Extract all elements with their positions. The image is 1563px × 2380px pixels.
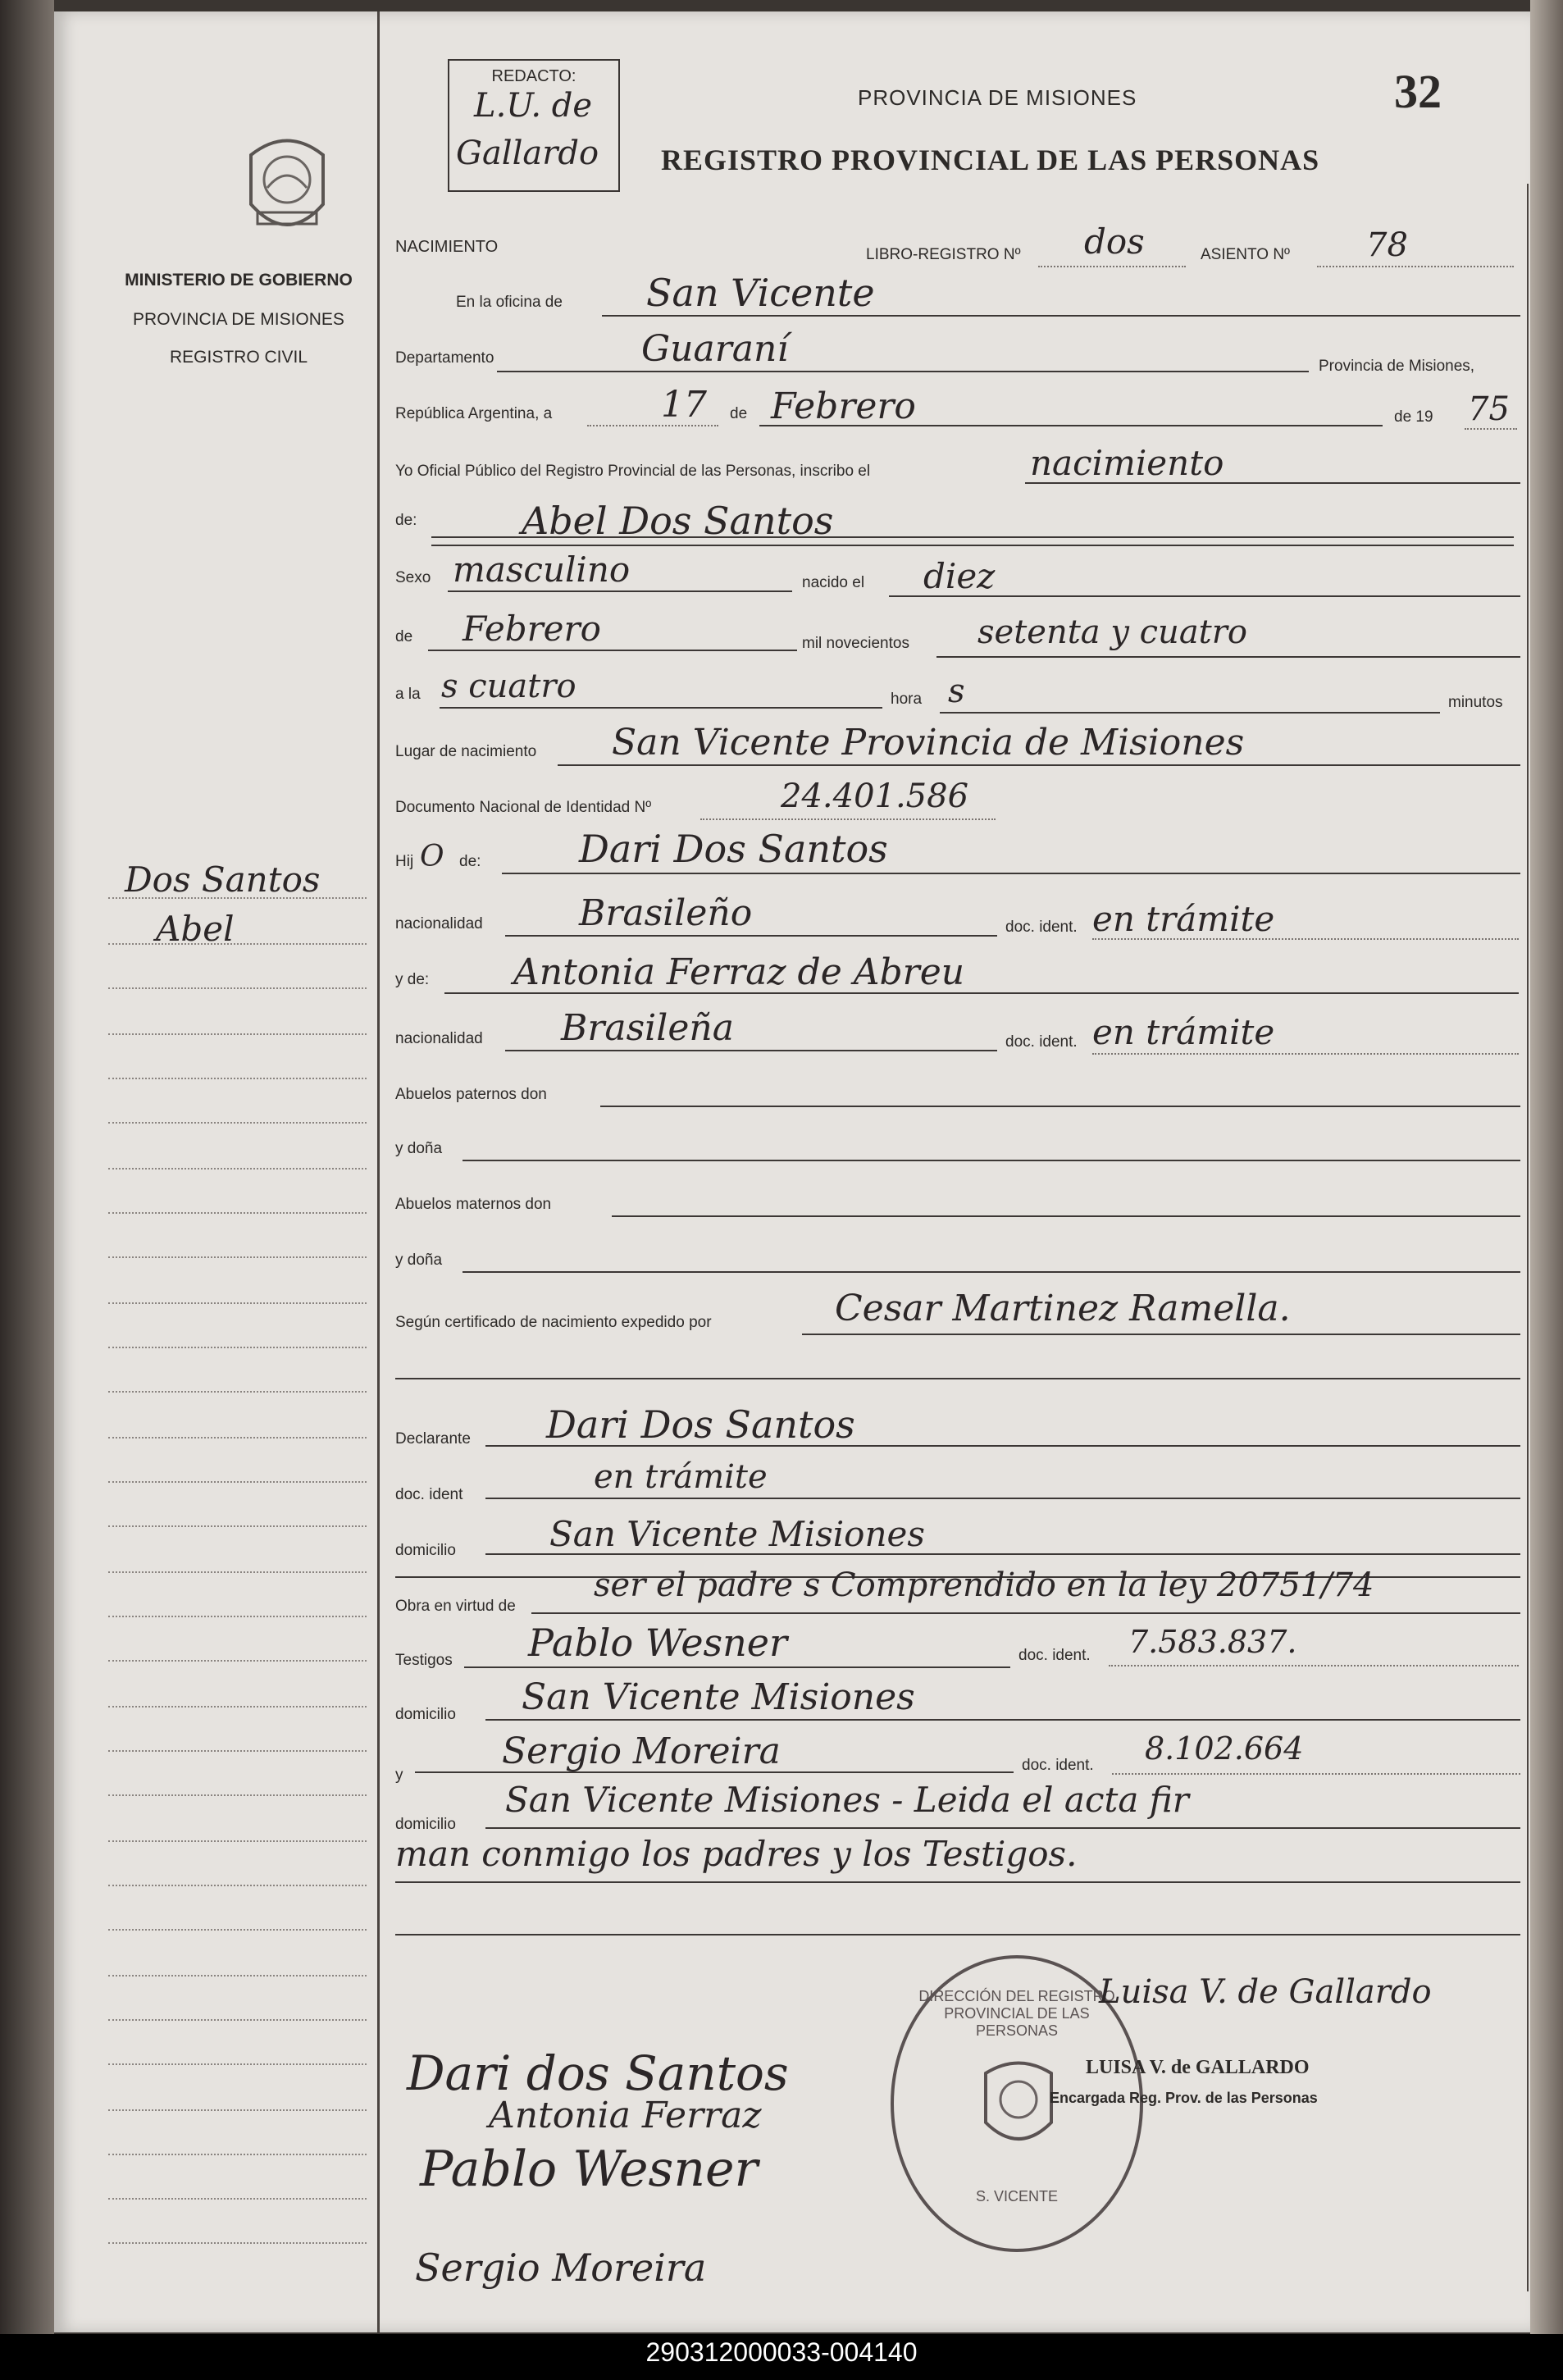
obra-label: Obra en virtud de	[395, 1598, 516, 1615]
header-province: PROVINCIA DE MISIONES	[858, 85, 1137, 110]
dni-value: 24.401.586	[781, 777, 969, 815]
docident-label: doc. ident	[395, 1486, 463, 1503]
oficial-value: nacimiento	[1030, 443, 1224, 483]
testigo2-value: Sergio Moreira	[502, 1730, 781, 1772]
declarante-label: Declarante	[395, 1430, 471, 1448]
republica-label: República Argentina, a	[395, 405, 553, 422]
abuelos-mat-label: Abuelos maternos don	[395, 1196, 552, 1213]
libro-value: dos	[1084, 221, 1145, 262]
anio-value: 75	[1468, 390, 1510, 428]
document-page	[54, 11, 1530, 2332]
right-rule	[1527, 184, 1529, 2291]
stamp-text: DIRECCIÓN DEL REGISTRO PROVINCIAL DE LAS PERSONAS	[918, 1988, 1115, 2039]
nombre-value: Abel Dos Santos	[522, 499, 834, 543]
nacido-label: nacido el	[802, 574, 865, 591]
nac2-value: Brasileña	[561, 1007, 734, 1049]
sexo-label: Sexo	[395, 569, 431, 586]
official-name: LUISA V. de GALLARDO	[1086, 2057, 1310, 2078]
signature-pablo: Pablo Wesner	[420, 2141, 759, 2198]
nac1-label: nacionalidad	[395, 915, 483, 932]
oficina-value: San Vicente	[646, 271, 875, 315]
domicilio3-label: domicilio	[395, 1816, 456, 1833]
province-label: PROVINCIA DE MISIONES	[133, 310, 344, 329]
departamento-value: Guaraní	[641, 328, 789, 370]
testigo1-value: Pablo Wesner	[528, 1621, 787, 1665]
segun-label: Según certificado de nacimiento expedido por	[395, 1314, 712, 1331]
anio2-value: setenta y cuatro	[977, 613, 1247, 651]
book-right-edge	[1530, 0, 1563, 2380]
book-left-edge	[0, 0, 54, 2380]
madre-value: Antonia Ferraz de Abreu	[513, 951, 965, 993]
segun-value: Cesar Martinez Ramella.	[835, 1288, 1291, 1329]
docid2-label: doc. ident.	[1005, 1033, 1078, 1051]
page-number: 32	[1394, 65, 1442, 118]
de-prefix: de:	[395, 512, 417, 529]
hora-label: hora	[891, 691, 923, 708]
nac1-value: Brasileño	[579, 892, 753, 934]
nacido-value: diez	[923, 556, 996, 596]
testigos-label: Testigos	[395, 1652, 453, 1669]
minutos-label: minutos	[1448, 694, 1503, 711]
hijo-o: O	[420, 840, 444, 873]
anio-prefix: de 19	[1394, 408, 1433, 426]
image-id: 290312000033-004140	[645, 2337, 918, 2367]
dni-label: Documento Nacional de Identidad Nº	[395, 799, 652, 816]
oficina-label: En la oficina de	[456, 294, 563, 311]
docident2-label: doc. ident.	[1018, 1647, 1091, 1664]
domicilio2-value: San Vicente Misiones	[522, 1676, 915, 1718]
header-registry: REGISTRO PROVINCIAL DE LAS PERSONAS	[661, 144, 1320, 176]
declarante-value: Dari Dos Santos	[546, 1402, 855, 1447]
stamp-city: S. VICENTE	[975, 2188, 1059, 2204]
de2-label: de	[395, 628, 413, 645]
mes-value: Febrero	[771, 385, 916, 427]
redacto-label: REDACTO:	[491, 67, 576, 85]
provincia-suffix: Provincia de Misiones,	[1319, 358, 1475, 375]
padre-value: Dari Dos Santos	[579, 827, 888, 871]
docident-value: en trámite	[594, 1458, 768, 1496]
dia-value: 17	[661, 384, 707, 426]
docident3-label: doc. ident.	[1022, 1757, 1094, 1774]
abuelos-pat-label: Abuelos paternos don	[395, 1086, 547, 1103]
official-title: Encargada Reg. Prov. de las Personas	[1050, 2090, 1318, 2106]
hijo-de: de:	[459, 853, 481, 870]
hijo-label: Hij	[395, 853, 414, 870]
domicilio2-label: domicilio	[395, 1706, 456, 1723]
doc2-value: en trámite	[1092, 1012, 1275, 1052]
signature-sergio: Sergio Moreira	[415, 2245, 707, 2290]
image-id-bar	[0, 2334, 1563, 2380]
redacto-box	[448, 59, 620, 192]
y-label: y	[395, 1767, 403, 1784]
testigo2-doc: 8.102.664	[1145, 1730, 1304, 1767]
nacimiento-label: NACIMIENTO	[395, 238, 499, 256]
mes2-value: Febrero	[463, 609, 601, 649]
libro-label: LIBRO-REGISTRO Nº	[866, 246, 1021, 263]
ydona2-label: y doña	[395, 1252, 443, 1269]
civil-registry-label: REGISTRO CIVIL	[169, 348, 308, 367]
domicilio-label: domicilio	[395, 1542, 456, 1559]
yde-label: y de:	[395, 971, 430, 988]
de-label: de	[730, 405, 748, 422]
a-las-value: s cuatro	[441, 668, 576, 705]
redacto-value-2: Gallardo	[456, 135, 599, 172]
sexo-value: masculino	[453, 549, 631, 590]
signature-dari: Dari dos Santos	[407, 2045, 789, 2101]
lugar-label: Lugar de nacimiento	[395, 743, 537, 760]
signature-antonia: Antonia Ferraz	[489, 2095, 762, 2136]
ministry-label: MINISTERIO DE GOBIERNO	[125, 271, 353, 290]
redacto-value-1: L.U. de	[474, 87, 593, 125]
provincial-seal-icon	[235, 130, 339, 245]
lugar-value: San Vicente Provincia de Misiones	[612, 722, 1245, 764]
nac2-label: nacionalidad	[395, 1030, 483, 1047]
domicilio3-value: San Vicente Misiones - Leida el acta fir	[505, 1780, 1189, 1820]
mil-label: mil novecientos	[802, 635, 909, 652]
official-signature: Luisa V. de Gallardo	[1099, 1973, 1432, 2011]
testigo1-doc: 7.583.837.	[1128, 1624, 1297, 1660]
margin-note-surname: Dos Santos	[125, 859, 321, 900]
asiento-value: 78	[1366, 226, 1408, 264]
hora-value: s	[948, 673, 965, 710]
docid1-label: doc. ident.	[1005, 919, 1078, 936]
domicilio-value: San Vicente Misiones	[549, 1514, 925, 1554]
doc1-value: en trámite	[1092, 899, 1275, 939]
departamento-label: Departamento	[395, 349, 494, 367]
oficial-text: Yo Oficial Público del Registro Provincial de las Personas, inscribo el	[395, 463, 871, 480]
ydona-label: y doña	[395, 1140, 443, 1157]
asiento-label: ASIENTO Nº	[1201, 246, 1290, 263]
domicilio3-cont: man conmigo los padres y los Testigos.	[395, 1834, 1078, 1874]
obra-value: ser el padre s Comprendido en la ley 20751/74	[594, 1566, 1374, 1604]
margin-rule	[377, 11, 380, 2332]
a-las-label: a la	[395, 686, 421, 703]
margin-note-name: Abel	[156, 909, 235, 949]
